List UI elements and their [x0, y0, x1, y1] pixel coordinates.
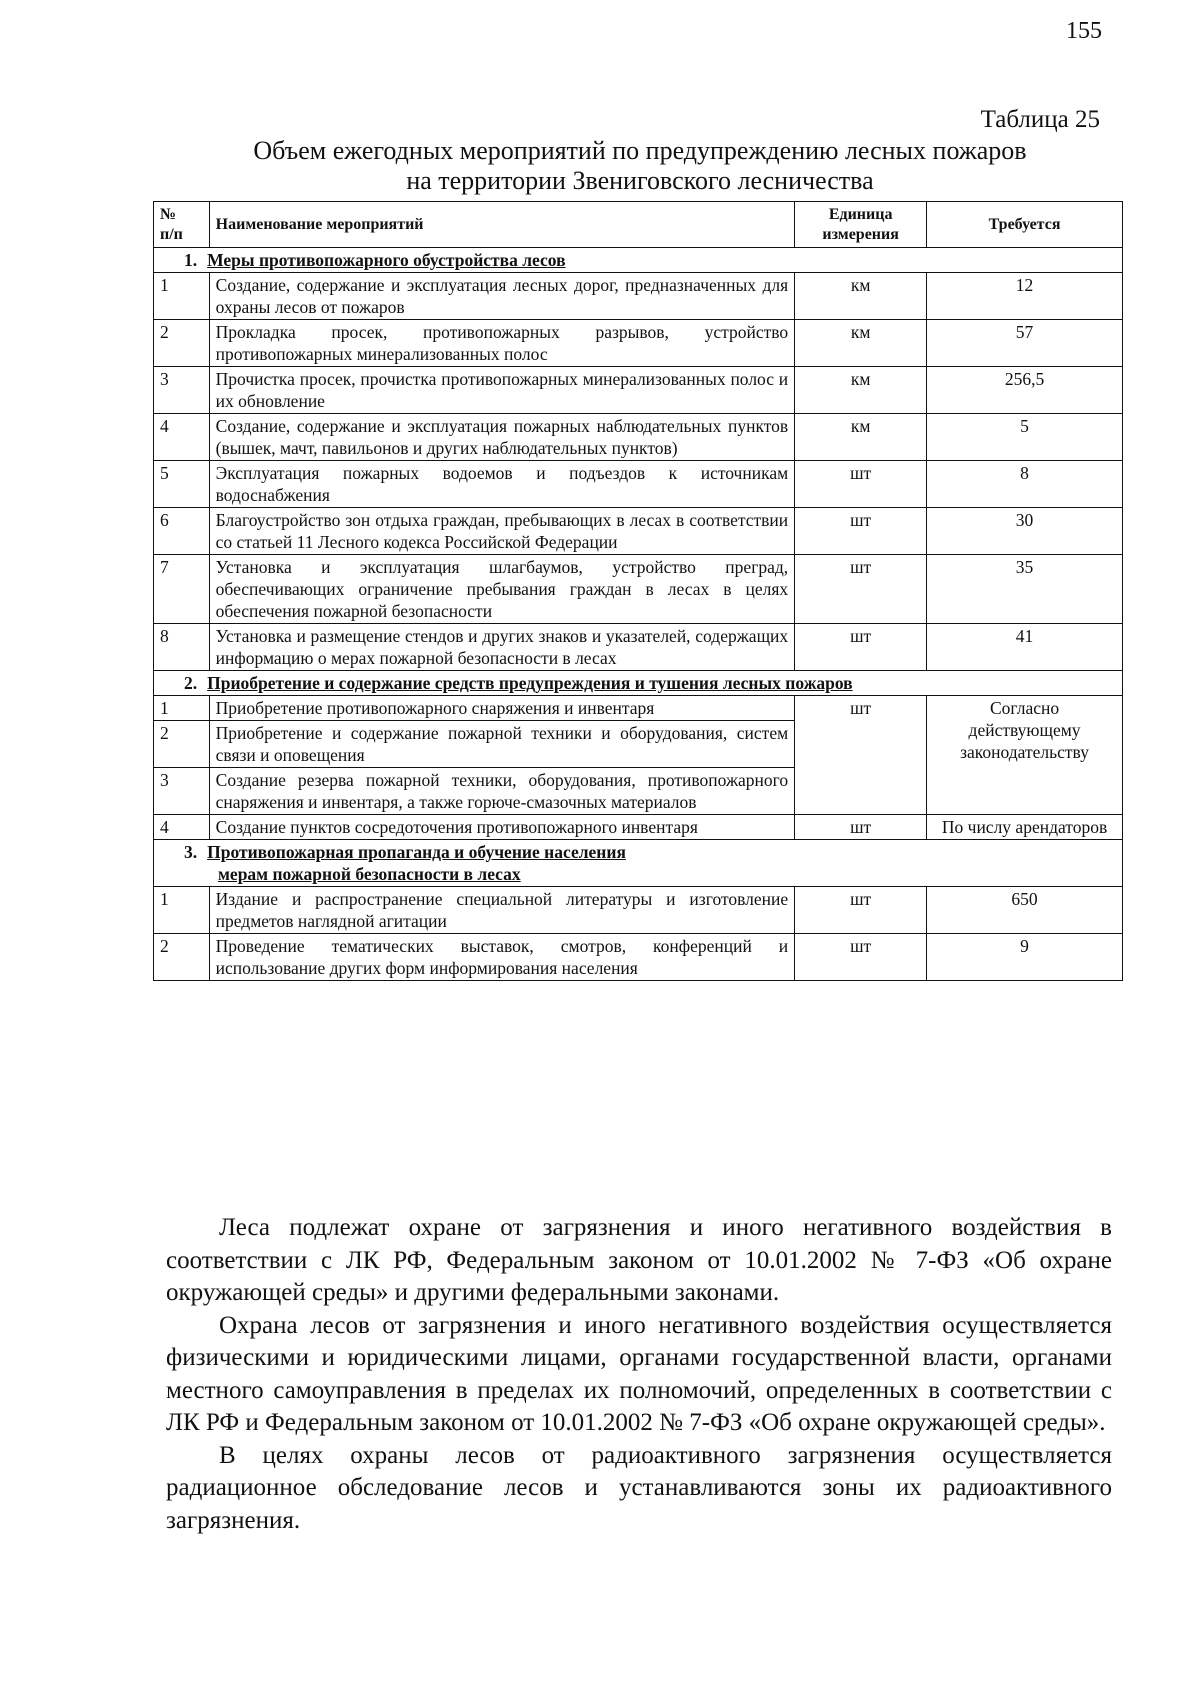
row-name: Проведение тематических выставок, смотров, конференций и использование других форм информирования населения — [209, 934, 795, 981]
table-row — [154, 273, 1123, 320]
section-header — [154, 248, 1123, 273]
row-name: Благоустройство зон отдыха граждан, пребывающих в лесах в соответствии со статьей 11 Лесного кодекса Российской Федерации — [209, 508, 795, 555]
table-row — [154, 624, 1123, 671]
table-title — [150, 136, 1130, 196]
table-label: Таблица 25 — [980, 106, 1100, 133]
section-title: Меры противопожарного обустройства лесов — [207, 250, 566, 270]
row-num: 8 — [154, 624, 210, 671]
table-row — [154, 815, 1123, 840]
table-title-line-1: Объем ежегодных мероприятий по предупреждению лесных пожаров — [253, 136, 1027, 165]
section-header — [154, 840, 1123, 887]
row-name: Приобретение и содержание пожарной техники и оборудования, систем связи и оповещения — [209, 721, 795, 768]
header-name: Наименование мероприятий — [209, 202, 795, 248]
row-unit: шт — [795, 934, 927, 981]
row-name: Создание резерва пожарной техники, оборудования, противопожарного снаряжения и инвентаря, а также горюче-смазочных материалов — [209, 768, 795, 815]
row-num: 3 — [154, 367, 210, 414]
row-required: 57 — [927, 320, 1123, 367]
section-number: 2. — [184, 673, 198, 693]
table-row — [154, 414, 1123, 461]
paragraph: Охрана лесов от загрязнения и иного негативного воздействия осуществляется физическими и юридическими лицами, органами государственной власти, органами местного самоуправления в пределах их полномочий, определенных в соответствии с ЛК РФ и Федеральным законом от 10.01.2002 № 7-ФЗ «Об охране окружающей среды». — [166, 1311, 1112, 1436]
merged-required: Согласно действующему законодательству — [927, 696, 1123, 815]
row-name: Издание и распространение специальной литературы и изготовление предметов наглядной агитации — [209, 887, 795, 934]
header-num — [154, 202, 210, 248]
row-unit: км — [795, 367, 927, 414]
row-unit: шт — [795, 624, 927, 671]
merged-unit: шт — [795, 696, 927, 815]
row-required: 30 — [927, 508, 1123, 555]
row-num: 2 — [154, 934, 210, 981]
row-required: 9 — [927, 934, 1123, 981]
table-row — [154, 320, 1123, 367]
page-number: 155 — [1066, 18, 1102, 44]
section-title-cell — [154, 248, 1123, 273]
row-unit: км — [795, 273, 927, 320]
row-name: Создание, содержание и эксплуатация пожарных наблюдательных пунктов (вышек, мачт, павильонов и других наблюдательных пунктов) — [209, 414, 795, 461]
section-title-cell — [154, 840, 1123, 887]
row-name: Создание пунктов сосредоточения противопожарного инвентаря — [209, 815, 795, 840]
section-number: 1. — [184, 250, 198, 270]
row-unit: шт — [795, 555, 927, 624]
table-row — [154, 934, 1123, 981]
body-text — [166, 1212, 1112, 1537]
row-name: Прокладка просек, противопожарных разрывов, устройство противопожарных минерализованных полос — [209, 320, 795, 367]
row-name: Создание, содержание и эксплуатация лесных дорог, предназначенных для охраны лесов от пожаров — [209, 273, 795, 320]
paragraph: Леса подлежат охране от загрязнения и иного негативного воздействия в соответствии с ЛК РФ, Федеральным законом от 10.01.2002 № 7-ФЗ «Об охране окружающей среды» и другими федеральными законами. — [166, 1214, 1112, 1306]
row-unit: шт — [795, 815, 927, 840]
row-num: 5 — [154, 461, 210, 508]
table-row — [154, 367, 1123, 414]
table-row — [154, 696, 1123, 721]
row-name: Приобретение противопожарного снаряжения и инвентаря — [209, 696, 795, 721]
row-num: 2 — [154, 721, 210, 768]
table-title-line-2: на территории Звениговского лесничества — [406, 166, 874, 195]
section-number: 3. — [184, 842, 198, 862]
row-num: 2 — [154, 320, 210, 367]
row-num: 6 — [154, 508, 210, 555]
header-row — [154, 202, 1123, 248]
row-unit: шт — [795, 887, 927, 934]
row-num: 7 — [154, 555, 210, 624]
row-unit: км — [795, 320, 927, 367]
row-num: 1 — [154, 696, 210, 721]
paragraph: В целях охраны лесов от радиоактивного загрязнения осуществляется радиационное обследование лесов и устанавливаются зоны их радиоактивного загрязнения. — [166, 1441, 1112, 1534]
row-name: Эксплуатация пожарных водоемов и подъездов к источникам водоснабжения — [209, 461, 795, 508]
row-name: Установка и размещение стендов и других знаков и указателей, содержащих информацию о мерах пожарной безопасности в лесах — [209, 624, 795, 671]
table-row — [154, 887, 1123, 934]
row-name: Установка и эксплуатация шлагбаумов, устройство преград, обеспечивающих ограничение пребывания граждан в лесах в целях обеспечения пожарной безопасности — [209, 555, 795, 624]
row-required: 12 — [927, 273, 1123, 320]
section-header — [154, 671, 1123, 696]
table-row — [154, 555, 1123, 624]
row-required: 650 — [927, 887, 1123, 934]
row-required: 5 — [927, 414, 1123, 461]
row-num: 4 — [154, 414, 210, 461]
row-num: 4 — [154, 815, 210, 840]
measures-table — [153, 201, 1123, 981]
header-num-line-2: п/п — [160, 225, 183, 243]
row-required: 41 — [927, 624, 1123, 671]
row-required: По числу арендаторов — [927, 815, 1123, 840]
row-unit: шт — [795, 508, 927, 555]
row-required: 35 — [927, 555, 1123, 624]
row-num: 1 — [154, 273, 210, 320]
row-num: 1 — [154, 887, 210, 934]
section-title-line-2: мерам пожарной безопасности в лесах — [218, 864, 521, 884]
table-row — [154, 508, 1123, 555]
row-unit: км — [795, 414, 927, 461]
section-title-cell — [154, 671, 1123, 696]
table-row — [154, 461, 1123, 508]
header-required: Требуется — [927, 202, 1123, 248]
header-unit-line-1: Единица — [828, 205, 893, 223]
row-name: Прочистка просек, прочистка противопожарных минерализованных полос и их обновление — [209, 367, 795, 414]
row-num: 3 — [154, 768, 210, 815]
row-required: 256,5 — [927, 367, 1123, 414]
section-title-line-1: Противопожарная пропаганда и обучение населения — [207, 842, 626, 862]
header-num-line-1: № — [160, 205, 177, 223]
header-unit — [795, 202, 927, 248]
section-title: Приобретение и содержание средств предупреждения и тушения лесных пожаров — [207, 673, 853, 693]
row-unit: шт — [795, 461, 927, 508]
header-unit-line-2: измерения — [822, 225, 899, 243]
row-required: 8 — [927, 461, 1123, 508]
